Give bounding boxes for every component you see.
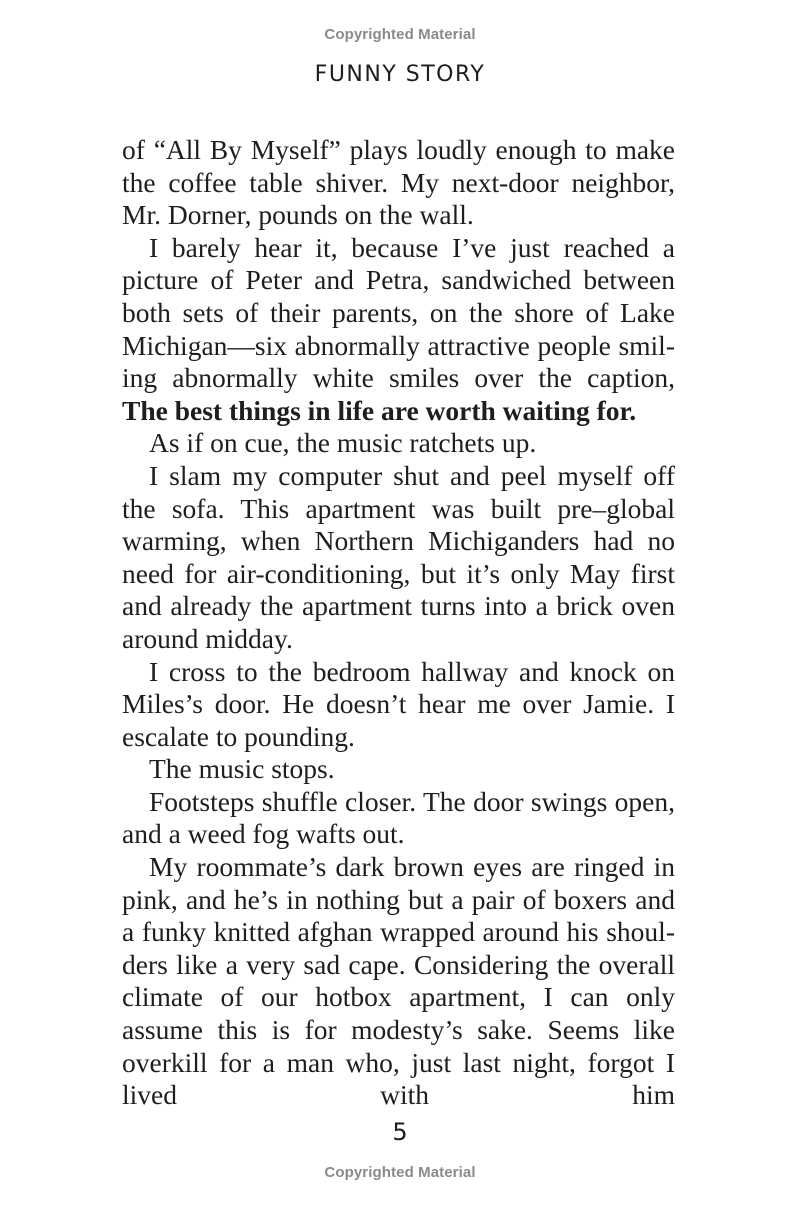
paragraph-text: I barely hear it, because I’ve just reached a picture of Peter and Petra, sandwiched between both sets of their parents, on the shore of Lake Michigan—six abnormally attractive people smiling abnormally white smiles over the caption, — [122, 231, 675, 394]
bold-caption: The best things in life are worth waiting for. — [122, 394, 637, 426]
paragraph: My roommate’s dark brown eyes are ringed in pink, and he’s in nothing but a pair of boxers and a funky knitted afghan wrapped around his shoulders like a very sad cape. Considering the overall climate of our hotbox apartment, I can only assume this is for modesty’s sake. Seems like overkill for a man who, just last night, forgot I lived with him — [122, 851, 675, 1111]
paragraph — [122, 232, 675, 428]
running-head-title: FUNNY STORY — [314, 62, 486, 87]
body-text — [122, 134, 675, 1112]
paragraph: The music stops. — [149, 753, 335, 785]
paragraph: Footsteps shuffle closer. The door swings open, and a weed fog wafts out. — [122, 785, 675, 850]
paragraph: As if on cue, the music ratchets up. — [149, 427, 537, 459]
paragraph: I slam my computer shut and peel myself off the sofa. This apartment was built pre–global warming, when Northern Michiganders had no need for air-conditioning, but it’s only May first and already the apartment turns into a brick oven around midday. — [122, 459, 675, 654]
paragraph: of “All By Myself” plays loudly enough to make the coffee table shiver. My next-door neighbor, Mr. Dorner, pounds on the wall. — [122, 134, 675, 231]
page-number: 5 — [392, 1118, 408, 1146]
copyright-watermark-bottom: Copyrighted Material — [324, 1164, 476, 1181]
copyright-watermark-top: Copyrighted Material — [324, 26, 476, 43]
paragraph: I cross to the bedroom hallway and knock on Miles’s door. He doesn’t hear me over Jamie. I escalate to pounding. — [122, 655, 675, 752]
